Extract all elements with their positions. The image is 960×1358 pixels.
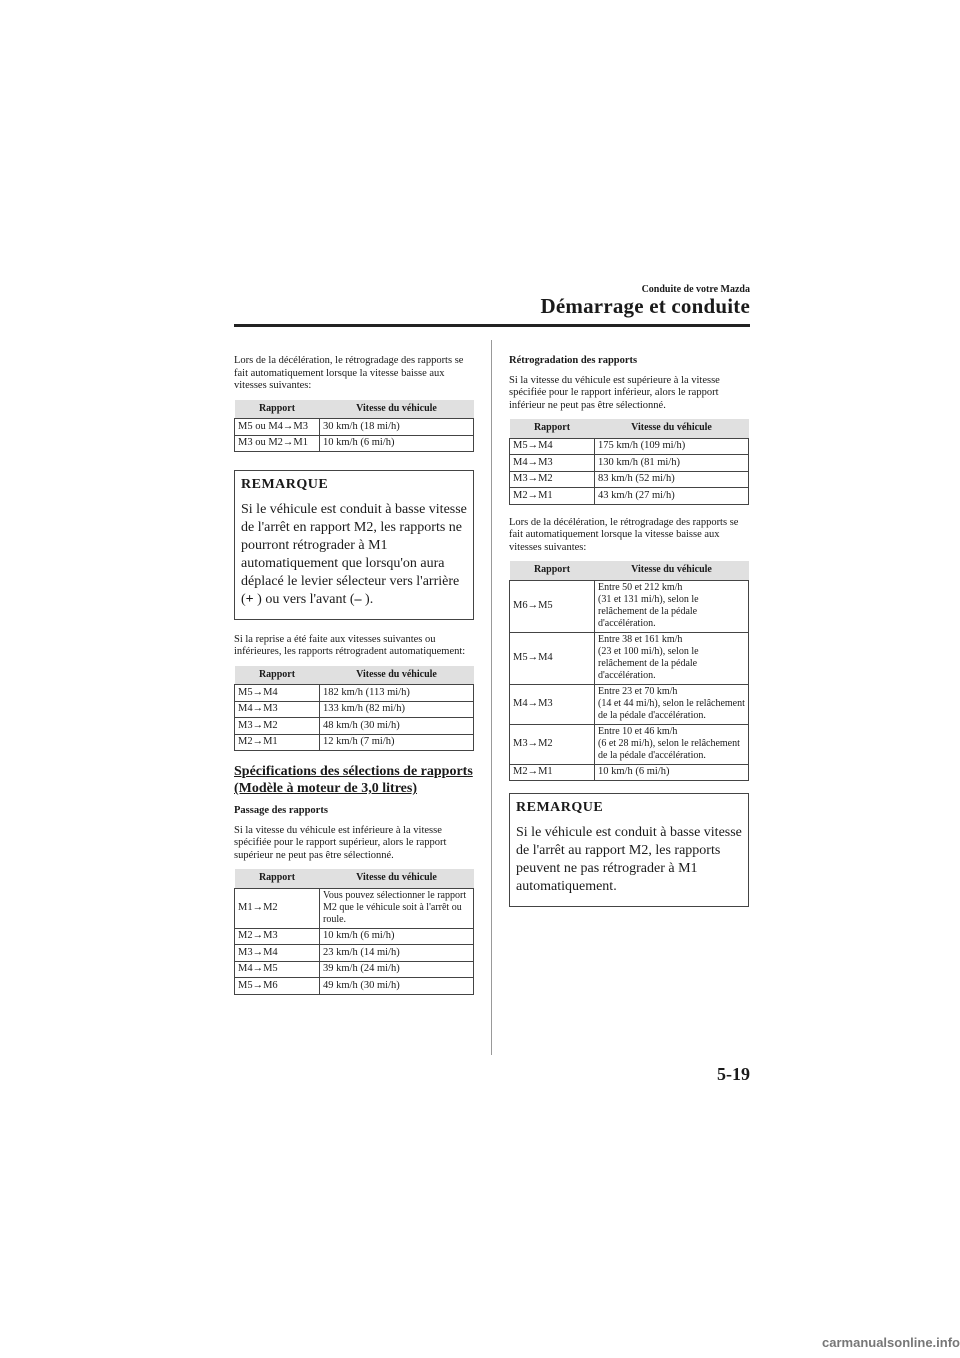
speed-cell: 130 km/h (81 mi/h)	[595, 455, 749, 472]
gear-cell: M3→M2	[510, 724, 595, 764]
gear-cell: M3 ou M2→M1	[235, 435, 320, 452]
speed-cell: 12 km/h (7 mi/h)	[320, 734, 474, 751]
downshift-paragraph: Si la vitesse du véhicule est supérieure à la vitesse spécifiée pour le rapport inférieur, alors le rapport inférieur ne peut pas être sélectionné.	[509, 374, 720, 411]
section-heading: Spécifications des sélections de rapports (Modèle à moteur de 3,0 litres)	[234, 764, 473, 796]
kickdown-table	[234, 666, 474, 752]
upshift-table	[234, 869, 474, 995]
table-row	[235, 419, 474, 436]
chapter-subtitle: Conduite de votre Mazda	[641, 284, 750, 295]
speed-cell: 43 km/h (27 mi/h)	[595, 488, 749, 505]
left-column	[234, 355, 474, 1007]
gear-cell: M5→M4	[510, 632, 595, 684]
gear-cell: M4→M3	[510, 684, 595, 724]
column-divider	[491, 340, 492, 1055]
table-row	[510, 580, 749, 632]
downshift-table-decel	[234, 400, 474, 453]
page-number: 5-19	[717, 1064, 750, 1084]
gear-cell: M2→M1	[235, 734, 320, 751]
gear-cell: M3→M4	[235, 945, 320, 962]
speed-cell: 49 km/h (30 mi/h)	[320, 978, 474, 995]
watermark: carmanualsonline.info	[822, 1335, 960, 1350]
table-row	[235, 888, 474, 928]
note-paren: (	[241, 591, 246, 607]
table-header-gear: Rapport	[510, 561, 595, 580]
downshift-subhead: Rétrogradation des rapports	[509, 355, 638, 366]
gear-cell: M4→M3	[235, 701, 320, 718]
table-row	[510, 455, 749, 472]
gear-cell: M5→M6	[235, 978, 320, 995]
table-row	[235, 945, 474, 962]
table-header-gear: Rapport	[235, 666, 320, 685]
speed-cell: 39 km/h (24 mi/h)	[320, 961, 474, 978]
table-row	[510, 471, 749, 488]
speed-cell: 83 km/h (52 mi/h)	[595, 471, 749, 488]
note-title: REMARQUE	[241, 477, 329, 492]
table-row	[510, 724, 749, 764]
gear-cell: M2→M1	[510, 764, 595, 781]
speed-cell: 133 km/h (82 mi/h)	[320, 701, 474, 718]
table-row	[235, 734, 474, 751]
speed-cell: Entre 23 et 70 km/h (14 et 44 mi/h), selon le relâchement de la pédale d'accélération.	[595, 684, 749, 724]
upshift-subhead: Passage des rapports	[234, 805, 328, 816]
gear-cell: M5→M4	[510, 438, 595, 455]
speed-cell: Vous pouvez sélectionner le rapport M2 que le véhicule soit à l'arrêt ou roule.	[320, 888, 474, 928]
note-box	[509, 793, 749, 907]
speed-cell: 182 km/h (113 mi/h)	[320, 685, 474, 702]
plus-icon: +	[245, 591, 254, 607]
table-row	[235, 701, 474, 718]
note-text-mid: ) ou vers l'avant (	[253, 591, 355, 607]
gear-cell: M3→M2	[235, 718, 320, 735]
kickdown-paragraph: Si la reprise a été faite aux vitesses suivantes ou inférieures, les rapports rétrogradent automatiquement:	[234, 633, 466, 657]
upshift-paragraph: Si la vitesse du véhicule est inférieure à la vitesse spécifiée pour le rapport supérieur, alors le rapport supérieur ne peut pas être sélectionné.	[234, 824, 447, 861]
table-header-gear: Rapport	[510, 419, 595, 438]
speed-cell: 30 km/h (18 mi/h)	[320, 419, 474, 436]
table-row	[235, 718, 474, 735]
chapter-title: Démarrage et conduite	[540, 294, 750, 318]
note-text-main: Si le véhicule est conduit à basse vitesse de l'arrêt en rapport M2, les rapports ne pourront rétrograder à M1 automatiquement que lorsqu'on aura déplacé le levier sélecteur vers l'arrière	[241, 501, 467, 589]
gear-cell: M2→M3	[235, 928, 320, 945]
note-title: REMARQUE	[516, 800, 604, 815]
table-header-speed: Vitesse du véhicule	[320, 400, 474, 419]
downshift-table	[509, 419, 749, 505]
table-row	[235, 961, 474, 978]
note-box	[234, 470, 474, 620]
note-text	[241, 501, 467, 609]
table-row	[510, 438, 749, 455]
decel-table	[509, 561, 749, 781]
table-row	[235, 685, 474, 702]
table-row	[235, 928, 474, 945]
gear-cell: M2→M1	[510, 488, 595, 505]
decel-paragraph: Lors de la décélération, le rétrogradage des rapports se fait automatiquement lorsque la vitesse baisse aux vitesses suivantes:	[509, 516, 739, 553]
table-row	[235, 978, 474, 995]
table-row	[510, 632, 749, 684]
note-text-end: ).	[361, 591, 374, 607]
speed-cell: Entre 50 et 212 km/h (31 et 131 mi/h), selon le relâchement de la pédale d'accélération.	[595, 580, 749, 632]
table-header-speed: Vitesse du véhicule	[320, 869, 474, 888]
gear-cell: M5→M4	[235, 685, 320, 702]
table-header-speed: Vitesse du véhicule	[320, 666, 474, 685]
table-header-gear: Rapport	[235, 400, 320, 419]
gear-cell: M6→M5	[510, 580, 595, 632]
speed-cell: 23 km/h (14 mi/h)	[320, 945, 474, 962]
table-row	[510, 764, 749, 781]
intro-paragraph: Lors de la décélération, le rétrogradage des rapports se fait automatiquement lorsque la vitesse baisse aux vitesses suivantes:	[234, 355, 464, 391]
speed-cell: Entre 38 et 161 km/h (23 et 100 mi/h), selon le relâchement de la pédale d'accélération.	[595, 632, 749, 684]
gear-cell: M4→M3	[510, 455, 595, 472]
gear-cell: M5 ou M4→M3	[235, 419, 320, 436]
speed-cell: 10 km/h (6 mi/h)	[320, 435, 474, 452]
table-row	[510, 488, 749, 505]
speed-cell: Entre 10 et 46 km/h (6 et 28 mi/h), selon le relâchement de la pédale d'accélération.	[595, 724, 749, 764]
right-column	[509, 355, 749, 921]
table-header-speed: Vitesse du véhicule	[595, 419, 749, 438]
table-row	[235, 435, 474, 452]
speed-cell: 175 km/h (109 mi/h)	[595, 438, 749, 455]
table-header-speed: Vitesse du véhicule	[595, 561, 749, 580]
header-rule	[234, 324, 750, 327]
gear-cell: M3→M2	[510, 471, 595, 488]
speed-cell: 10 km/h (6 mi/h)	[320, 928, 474, 945]
table-header-gear: Rapport	[235, 869, 320, 888]
speed-cell: 48 km/h (30 mi/h)	[320, 718, 474, 735]
gear-cell: M1→M2	[235, 888, 320, 928]
table-row	[510, 684, 749, 724]
speed-cell: 10 km/h (6 mi/h)	[595, 764, 749, 781]
minus-icon: –	[354, 591, 362, 607]
note-text: Si le véhicule est conduit à basse vitesse de l'arrêt au rapport M2, les rapports peuvent ne pas rétrograder à M1 automatiquement.	[516, 824, 742, 894]
gear-cell: M4→M5	[235, 961, 320, 978]
